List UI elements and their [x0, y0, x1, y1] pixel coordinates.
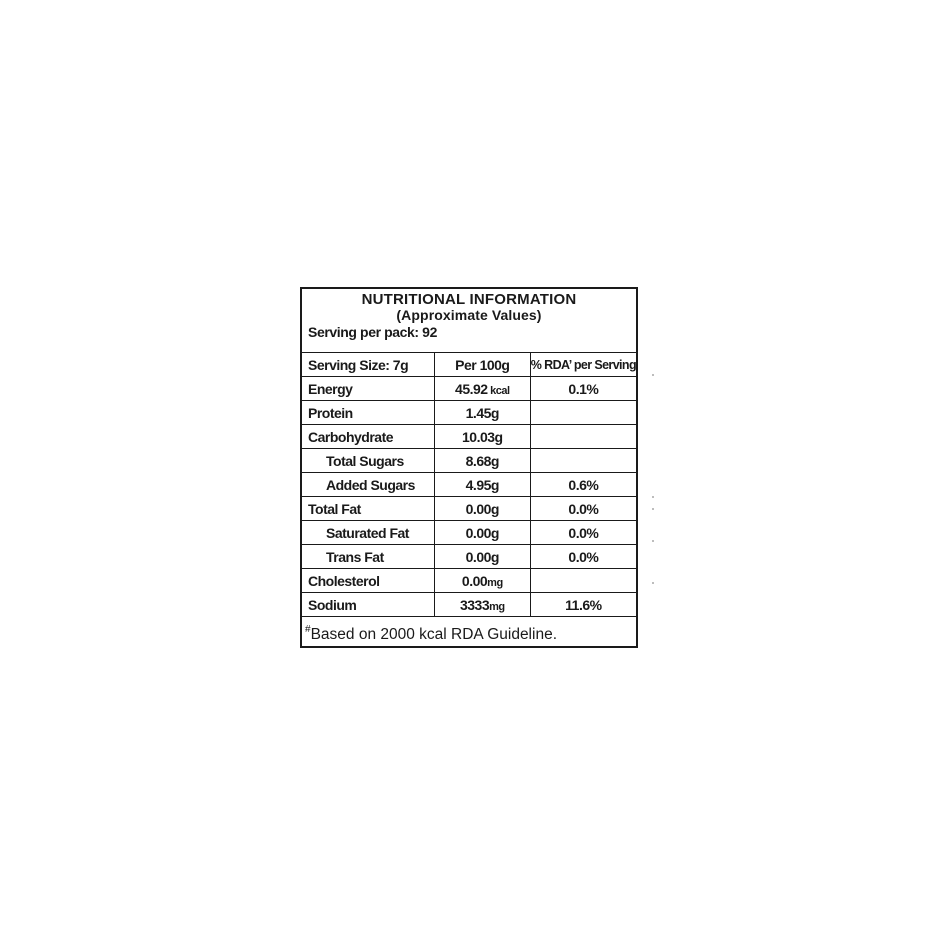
nutrient-rda: 0.0% [530, 497, 636, 521]
value-unit: g [490, 500, 499, 517]
nutrition-table [302, 352, 636, 617]
nutrient-value [434, 521, 530, 545]
nutrient-value [434, 593, 530, 617]
value-unit: g [490, 452, 499, 469]
rda-per-serving-header: % RDA’ per Serving [530, 353, 636, 377]
value-number: 10.03 [462, 428, 495, 445]
nutrient-value [434, 473, 530, 497]
nutrient-name: Total Sugars [302, 449, 434, 473]
value-unit: g [490, 476, 499, 493]
scan-speck [652, 540, 654, 542]
table-row [302, 449, 636, 473]
nutrient-rda [530, 401, 636, 425]
rda-footnote [302, 624, 636, 646]
table-row [302, 425, 636, 449]
value-unit: g [494, 428, 503, 445]
label-title: NUTRITIONAL INFORMATION [361, 291, 577, 308]
table-row [302, 377, 636, 401]
nutrient-value [434, 569, 530, 593]
nutrient-name: Sodium [302, 593, 434, 617]
value-unit: g [490, 524, 499, 541]
value-unit: g [490, 404, 499, 421]
nutrient-rda: 0.0% [530, 545, 636, 569]
nutrient-value [434, 497, 530, 521]
footnote-text: Based on 2000 kcal RDA Guideline. [310, 626, 557, 643]
value-number: 4.95 [465, 476, 491, 493]
value-unit: mg [487, 576, 503, 589]
value-number: 0.00 [465, 524, 491, 541]
nutrient-name: Added Sugars [302, 473, 434, 497]
serving-per-pack: Serving per pack: 92 [308, 324, 437, 340]
scan-speck [652, 374, 654, 376]
nutrient-rda [530, 569, 636, 593]
label-subtitle: (Approximate Values) [396, 307, 542, 323]
value-unit: g [490, 548, 499, 565]
value-number: 0.00 [465, 500, 491, 517]
table-row [302, 401, 636, 425]
nutrient-name: Saturated Fat [302, 521, 434, 545]
nutrient-rda: 0.0% [530, 521, 636, 545]
value-number: 3333 [459, 596, 490, 613]
nutrient-rda: 0.6% [530, 473, 636, 497]
nutrient-rda: 0.1% [530, 377, 636, 401]
nutrient-name: Carbohydrate [302, 425, 434, 449]
table-row [302, 569, 636, 593]
value-unit: kcal [487, 384, 510, 397]
nutrient-value [434, 377, 530, 401]
table-row [302, 521, 636, 545]
nutrient-name: Total Fat [302, 497, 434, 521]
value-number: 8.68 [465, 452, 491, 469]
value-number: 0.00 [465, 548, 491, 565]
table-row [302, 473, 636, 497]
nutrient-rda [530, 449, 636, 473]
scan-speck [652, 496, 654, 498]
nutrient-name: Trans Fat [302, 545, 434, 569]
value-number: 1.45 [465, 404, 491, 421]
footnote-mark: # [305, 624, 311, 635]
serving-size-header: Serving Size: 7g [302, 353, 434, 377]
nutrient-value [434, 425, 530, 449]
table-row [302, 593, 636, 617]
table-header-row [302, 353, 636, 377]
nutrient-name: Energy [302, 377, 434, 401]
value-unit: mg [489, 600, 505, 613]
value-number: 45.92 [455, 380, 488, 397]
table-row [302, 497, 636, 521]
scan-speck [652, 582, 654, 584]
nutrient-value [434, 401, 530, 425]
value-number: 0.00 [461, 572, 488, 589]
table-row [302, 545, 636, 569]
nutrient-rda [530, 425, 636, 449]
per-100g-header: Per 100g [434, 353, 530, 377]
nutrient-value [434, 449, 530, 473]
scan-speck [652, 508, 654, 510]
nutrition-label [300, 287, 638, 648]
nutrient-rda: 11.6% [530, 593, 636, 617]
nutrient-value [434, 545, 530, 569]
nutrient-name: Protein [302, 401, 434, 425]
nutrient-name: Cholesterol [302, 569, 434, 593]
